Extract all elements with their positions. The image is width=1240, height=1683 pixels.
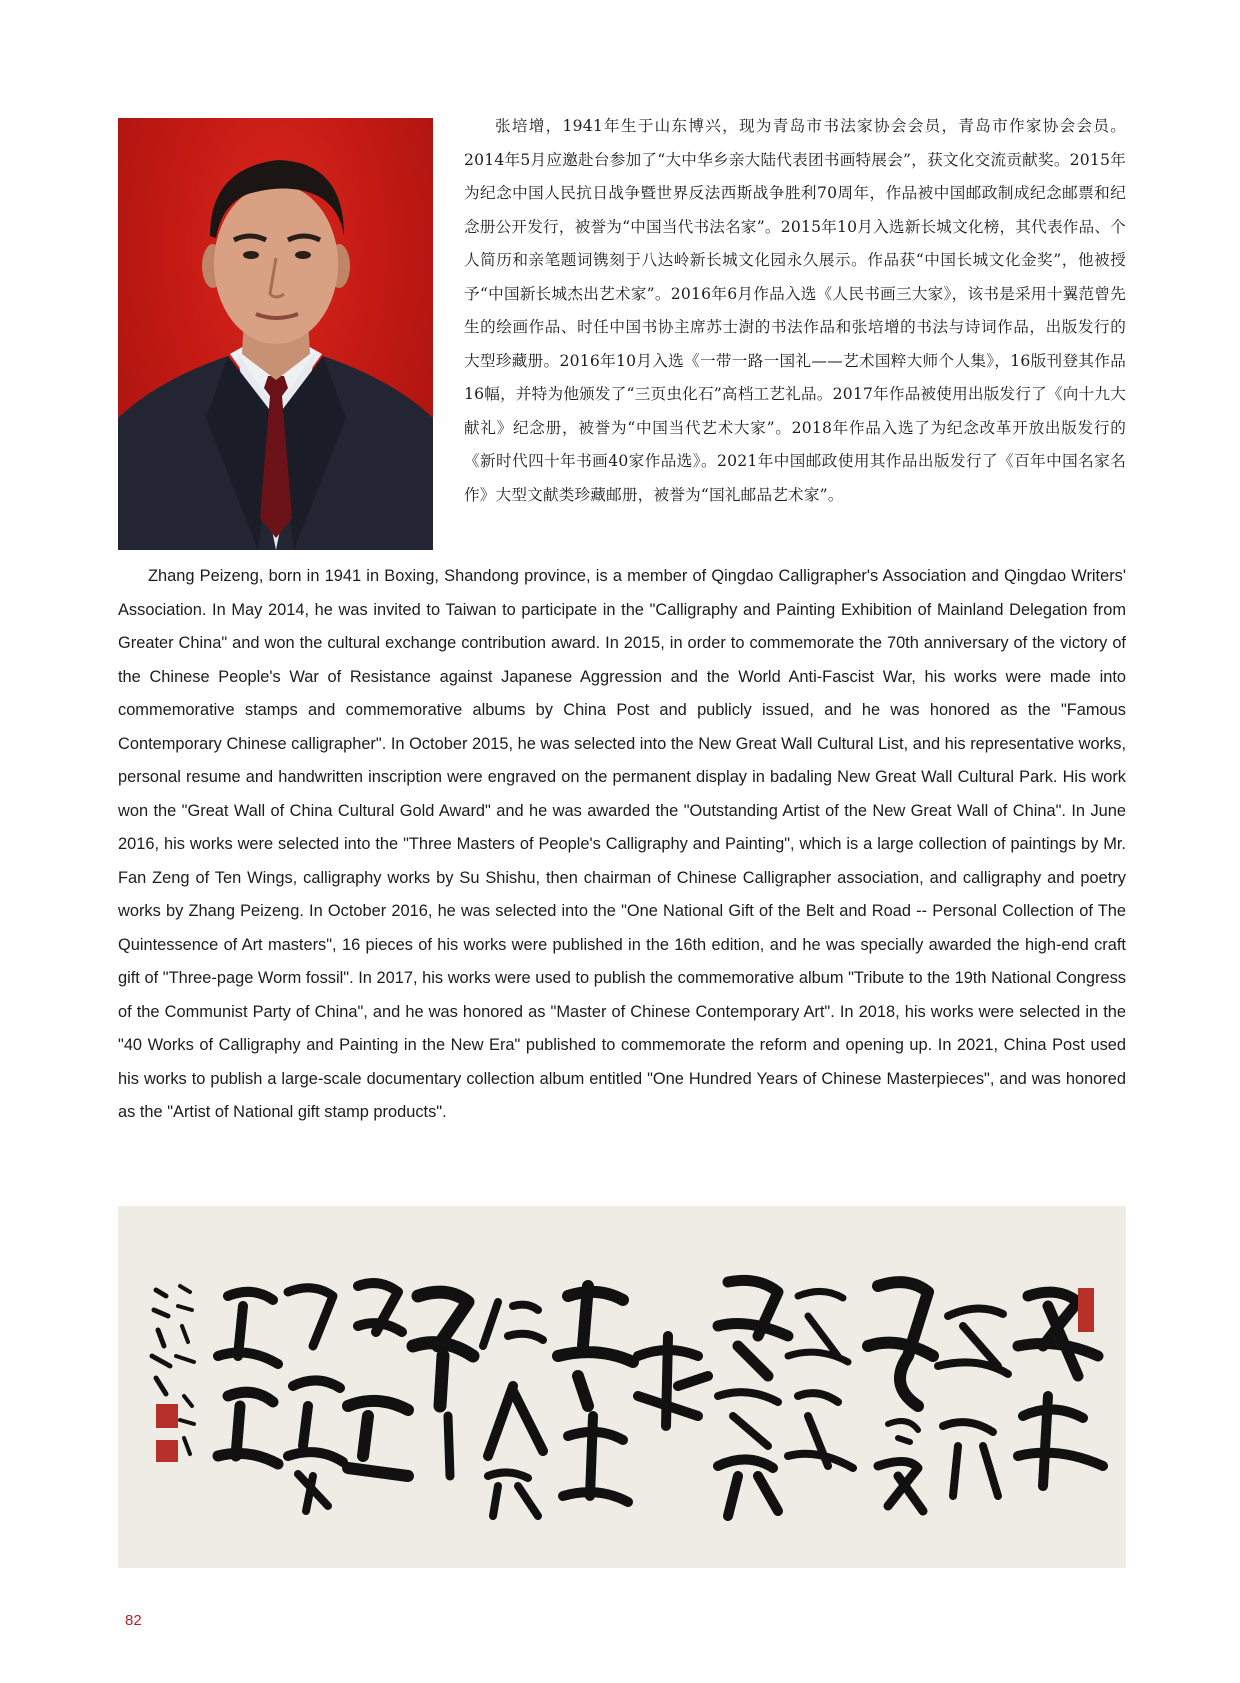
- page-number: 82: [125, 1612, 142, 1629]
- seal-stamp-lower: [156, 1440, 178, 1462]
- portrait-illustration: [118, 118, 433, 550]
- calligraphy-ink-strokes: [118, 1206, 1126, 1568]
- portrait-photo: [118, 118, 433, 550]
- chinese-biography: 张培增，1941年生于山东博兴，现为青岛市书法家协会会员，青岛市作家协会会员。2014年5月应邀赴台参加了“大中华乡亲大陆代表团书画特展会”，获文化交流贡献奖。2015年为纪念中国人民抗日战争暨世界反法西斯战争胜利70周年，作品被中国邮政制成纪念邮票和纪念册公开发行，被誉为“中国当代书法名家”。2015年10月入选新长城文化榜，其代表作品、个人简历和亲笔题词镌刻于八达岭新长城文化园永久展示。作品获“中国长城文化金奖”，他被授予“中国新长城杰出艺术家”。2016年6月作品入选《人民书画三大家》，该书是采用十翼范曾先生的绘画作品、时任中国书协主席苏士澍的书法作品和张培增的书法与诗词作品，出版发行的大型珍藏册。2016年10月入选《一带一路一国礼——艺术国粹大师个人集》，16版刊登其作品16幅，并特为他颁发了“三页虫化石”高档工艺礼品。2017年作品被使用出版发行了《向十九大献礼》纪念册，被誉为“中国当代艺术大家”。2018年作品入选了为纪念改革开放出版发行的《新时代四十年书画40家作品选》。2021年中国邮政使用其作品出版发行了《百年中国名家名作》大型文献类珍藏邮册，被誉为“国礼邮品艺术家”。: [464, 117, 1126, 504]
- seal-stamp-leading: [1078, 1288, 1094, 1332]
- english-biography: Zhang Peizeng, born in 1941 in Boxing, Shandong province, is a member of Qingdao Calligrapher's Association and Qingdao Writers' Association. In May 2014, he was invited to Taiwan to participate in the "Calligraphy and Painting Exhibition of Mainland Delegation from Greater China" and won the cultural exchange contribution award. In 2015, in order to commemorate the 70th anniversary of the victory of the Chinese People's War of Resistance against Japanese Aggression and the World Anti-Fascist War, his works were made into commemorative stamps and commemorative albums by China Post and publicly issued, and he was honored as the "Famous Contemporary Chinese calligrapher". In October 2015, he was selected into the New Great Wall Cultural List, and his representative works, personal resume and handwritten inscription were engraved on the permanent display in badaling New Great Wall Cultural Park. His work won the "Great Wall of China Cultural Gold Award" and he was awarded the "Outstanding Artist of the New Great Wall of China". In June 2016, his works were selected into the "Three Masters of People's Calligraphy and Painting", which is a large collection of paintings by Mr. Fan Zeng of Ten Wings, calligraphy works by Su Shishu, then chairman of Chinese Calligrapher association, and calligraphy and poetry works by Zhang Peizeng. In October 2016, he was selected into the "One National Gift of the Belt and Road -- Personal Collection of The Quintessence of Art masters", 16 pieces of his works were published in the 16th edition, and he was specially awarded the high-end craft gift of "Three-page Worm fossil". In 2017, his works were used to publish the commemorative album "Tribute to the 19th National Congress of the Communist Party of China", and he was honored as "Master of Chinese Contemporary Art". In 2018, his works were selected in the "40 Works of Calligraphy and Painting in the New Era" published to commemorate the reform and opening up. In 2021, China Post used his works to publish a large-scale documentary collection album entitled "One Hundred Years of Chinese Masterpieces", and was honored as the "Artist of National gift stamp products".: [118, 567, 1126, 1121]
- calligraphy-artwork: [118, 1206, 1126, 1568]
- seal-stamp-upper: [156, 1404, 178, 1428]
